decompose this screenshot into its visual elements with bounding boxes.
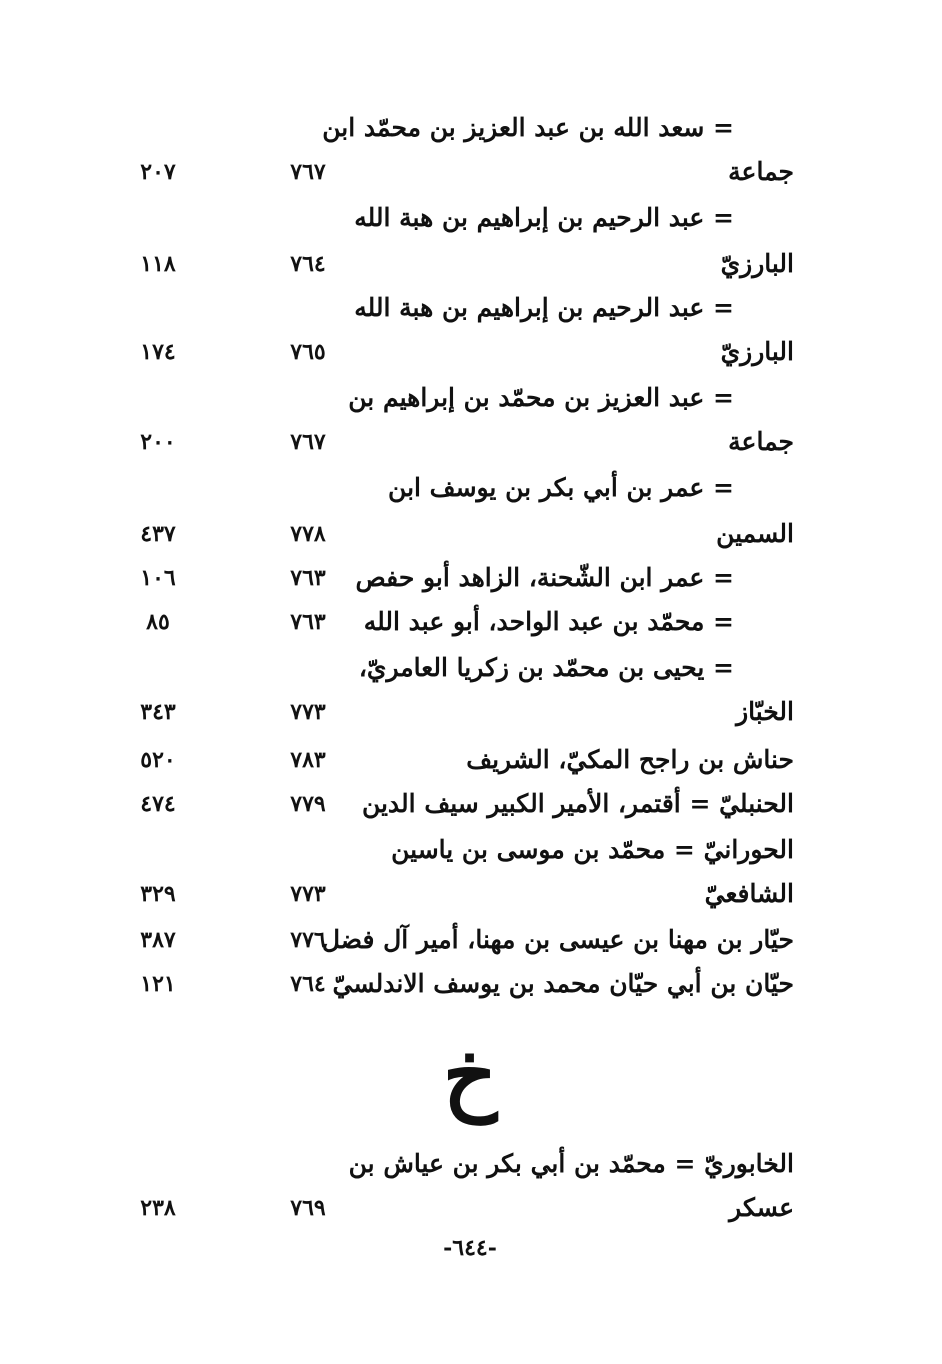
entry-name: حناش بن راجح المكيّ، الشريف	[466, 745, 794, 774]
entry-line	[0, 690, 942, 734]
entry-page: ٣٤٣	[140, 699, 176, 725]
entry-name-continuation: السمين	[716, 519, 794, 548]
entry-name-continuation: جماعة	[728, 427, 794, 456]
entry-line	[0, 872, 942, 916]
entry-name: الخابوريّ = محمّد بن أبي بكر بن عياش بن	[348, 1149, 794, 1178]
entry-line	[0, 556, 942, 600]
entry-page: ٤٧٤	[140, 791, 176, 817]
entry-name-continuation: عسكر	[729, 1193, 794, 1222]
entry-line	[0, 962, 942, 1006]
entry-name: = محمّد بن عبد الواحد، أبو عبد الله	[363, 607, 734, 636]
entry-line	[0, 600, 942, 644]
entry-line	[0, 828, 942, 872]
entry-name: = عبد الرحيم بن إبراهيم بن هبة الله	[354, 293, 734, 322]
entry-year: ٧٦٣	[290, 609, 326, 635]
entry-name: = عبد الرحيم بن إبراهيم بن هبة الله	[354, 203, 734, 232]
entry-year: ٧٧٣	[290, 881, 326, 907]
entry-line	[0, 376, 942, 420]
entry-page: ١٧٤	[140, 339, 176, 365]
entry-line	[0, 420, 942, 464]
entry-year: ٧٦٧	[290, 159, 326, 185]
entry-name: = عمر بن أبي بكر بن يوسف ابن	[388, 473, 734, 502]
entry-name: الحورانيّ = محمّد بن موسى بن ياسين	[391, 835, 794, 864]
entry-name: حيّار بن مهنا بن عيسى بن مهنا، أمير آل فضل	[321, 925, 794, 954]
entry-page: ١٠٦	[140, 565, 176, 591]
entry-page: ١١٨	[140, 251, 176, 277]
entry-year: ٧٧٦	[290, 927, 326, 953]
entry-name-continuation: الخبّاز	[736, 697, 794, 726]
entry-page: ٨٥	[146, 609, 170, 635]
entry-line	[0, 286, 942, 330]
entry-name: = عمر ابن الشّحنة، الزاهد أبو حفص	[355, 563, 734, 592]
entry-page: ٣٨٧	[140, 927, 176, 953]
entry-line	[0, 1186, 942, 1230]
entry-line	[0, 1142, 942, 1186]
entry-name: = يحيى بن محمّد بن زكريا العامريّ،	[358, 653, 734, 682]
entry-year: ٧٧٨	[290, 521, 326, 547]
entry-year: ٧٧٩	[290, 791, 326, 817]
entry-year: ٧٨٣	[290, 747, 326, 773]
entry-name: = عبد العزيز بن محمّد بن إبراهيم بن	[348, 383, 734, 412]
entry-page: ١٢١	[140, 971, 176, 997]
entry-year: ٧٦٤	[290, 251, 326, 277]
entry-name: = سعد الله بن عبد العزيز بن محمّد ابن	[322, 113, 734, 142]
entry-name-continuation: جماعة	[728, 157, 794, 186]
entry-line	[0, 150, 942, 194]
entry-line	[0, 512, 942, 556]
entry-line	[0, 782, 942, 826]
entry-line	[0, 196, 942, 240]
entry-line	[0, 646, 942, 690]
entry-year: ٧٦٤	[290, 971, 326, 997]
entry-year: ٧٦٧	[290, 429, 326, 455]
entry-page: ٢٠٧	[140, 159, 176, 185]
entry-name: الحنبليّ = أقتمر، الأمير الكبير سيف الدين	[361, 789, 794, 818]
entry-line	[0, 738, 942, 782]
entry-year: ٧٦٣	[290, 565, 326, 591]
entry-year: ٧٧٣	[290, 699, 326, 725]
entry-year: ٧٦٩	[290, 1195, 326, 1221]
entry-line	[0, 918, 942, 962]
entry-line	[0, 106, 942, 150]
page-number: -٦٤٤-	[443, 1235, 497, 1261]
entry-line	[0, 330, 942, 374]
entry-page: ٥٢٠	[140, 747, 176, 773]
entry-page: ٢٠٠	[140, 429, 176, 455]
entry-page: ٣٢٩	[140, 881, 176, 907]
entry-name-continuation: الشافعيّ	[704, 879, 794, 908]
entry-name: حيّان بن أبي حيّان محمد بن يوسف الاندلسيّ	[332, 969, 794, 998]
entry-name-continuation: البارزيّ	[720, 337, 794, 366]
entry-page: ٢٣٨	[140, 1195, 176, 1221]
entry-page: ٤٣٧	[140, 521, 176, 547]
entry-line	[0, 466, 942, 510]
entry-year: ٧٦٥	[290, 339, 326, 365]
entry-line	[0, 242, 942, 286]
section-letter: خ	[442, 1025, 498, 1124]
entry-name-continuation: البارزيّ	[720, 249, 794, 278]
